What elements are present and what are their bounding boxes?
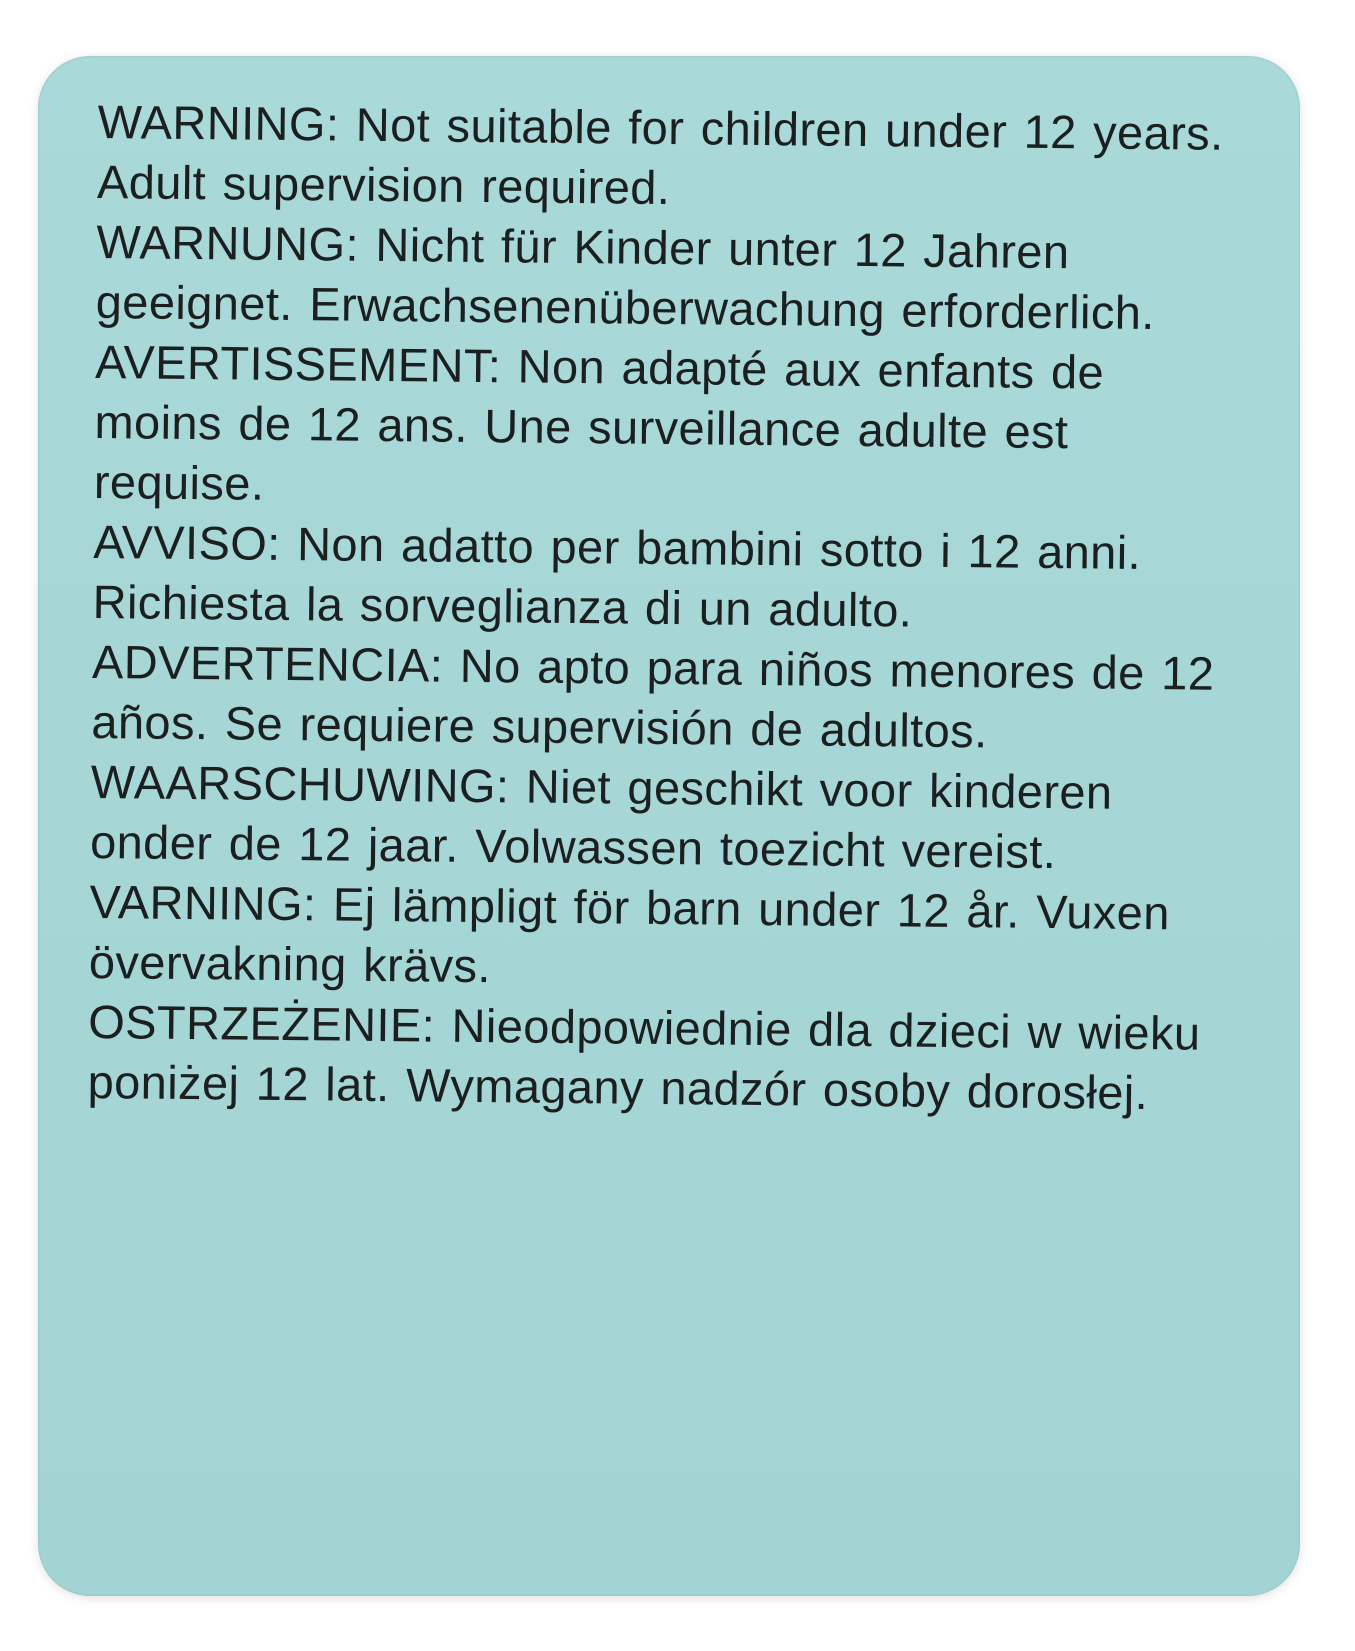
warning-nl — [90, 752, 1226, 884]
warning-heading: VARNING: — [89, 874, 317, 931]
warning-fr — [94, 332, 1231, 524]
warning-heading: ADVERTENCIA: — [91, 634, 444, 692]
warning-en — [97, 92, 1233, 224]
warning-heading: WARNING: — [97, 94, 340, 151]
warning-sv — [89, 872, 1225, 1004]
warning-text: Nicht für Kinder unter 12 Jahren geeignet. Erwachsenenüberwachung erforderlich. — [95, 217, 1156, 340]
warning-pl — [87, 992, 1223, 1124]
warning-text: Non adatto per bambini sotto i 12 anni. Richiesta la sorveglianza di un adulto. — [92, 517, 1142, 637]
warning-es — [91, 632, 1227, 764]
warning-heading: AVERTISSEMENT: — [94, 334, 502, 393]
warning-text: No apto para niños menores de 12 años. Se requiere supervisión de adultos. — [91, 638, 1215, 758]
warning-text-block — [87, 92, 1233, 1124]
warning-it — [92, 512, 1228, 644]
warning-text: Ej lämpligt för barn under 12 år. Vuxen övervakning krävs. — [88, 877, 1171, 993]
warning-text: Not suitable for children under 12 years. Adult supervision required. — [96, 97, 1224, 214]
warning-de — [95, 212, 1231, 344]
warning-text: Niet geschikt voor kinderen onder de 12 jaar. Volwassen toezicht vereist. — [89, 759, 1113, 879]
warning-heading: WARNUNG: — [96, 214, 360, 271]
warning-heading: WAARSCHUWING: — [90, 754, 510, 813]
warning-heading: OSTRZEŻENIE: — [87, 994, 436, 1052]
warning-heading: AVVISO: — [93, 514, 281, 570]
warning-text: Nieodpowiednie dla dzieci w wieku poniżej 12 lat. Wymagany nadzór osoby dorosłej. — [87, 998, 1201, 1120]
warning-text: Non adapté aux enfants de moins de 12 ans. Une surveillance adulte est requise. — [93, 339, 1105, 510]
